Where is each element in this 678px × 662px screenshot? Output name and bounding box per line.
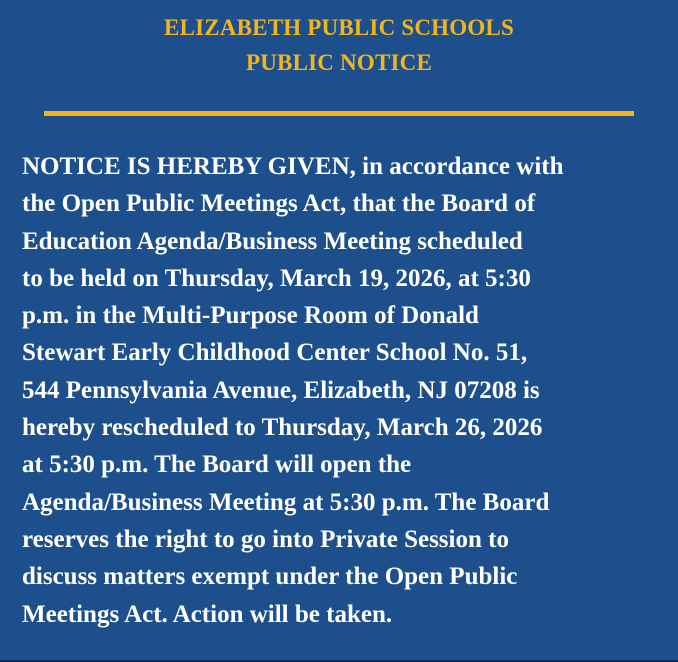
notice-line: hereby rescheduled to Thursday, March 26, 2026 bbox=[22, 414, 543, 442]
notice-line: 544 Pennsylvania Avenue, Elizabeth, NJ 07208 is bbox=[22, 376, 540, 404]
divider-rule bbox=[44, 111, 634, 116]
notice-line: p.m. in the Multi-Purpose Room of Donald bbox=[22, 302, 479, 330]
notice-line: Stewart Early Childhood Center School No. 51, bbox=[22, 339, 528, 367]
notice-line: Agenda/Business Meeting at 5:30 p.m. The Board bbox=[22, 488, 550, 516]
notice-title: ELIZABETH PUBLIC SCHOOLS bbox=[164, 15, 514, 40]
notice-subtitle: PUBLIC NOTICE bbox=[246, 50, 432, 75]
notice-line: Meetings Act. Action will be taken. bbox=[22, 600, 393, 628]
notice-line: Education Agenda/Business Meeting scheduled bbox=[22, 227, 523, 255]
notice-line: the Open Public Meetings Act, that the Board of bbox=[22, 190, 536, 218]
notice-line: discuss matters exempt under the Open Public bbox=[22, 563, 518, 591]
notice-body bbox=[22, 148, 672, 633]
notice-line: reserves the right to go into Private Session to bbox=[22, 525, 509, 553]
notice-line: NOTICE IS HEREBY GIVEN, in accordance with bbox=[22, 153, 564, 180]
notice-line: at 5:30 p.m. The Board will open the bbox=[22, 451, 412, 479]
notice-line: to be held on Thursday, March 19, 2026, at 5:30 bbox=[22, 264, 531, 292]
